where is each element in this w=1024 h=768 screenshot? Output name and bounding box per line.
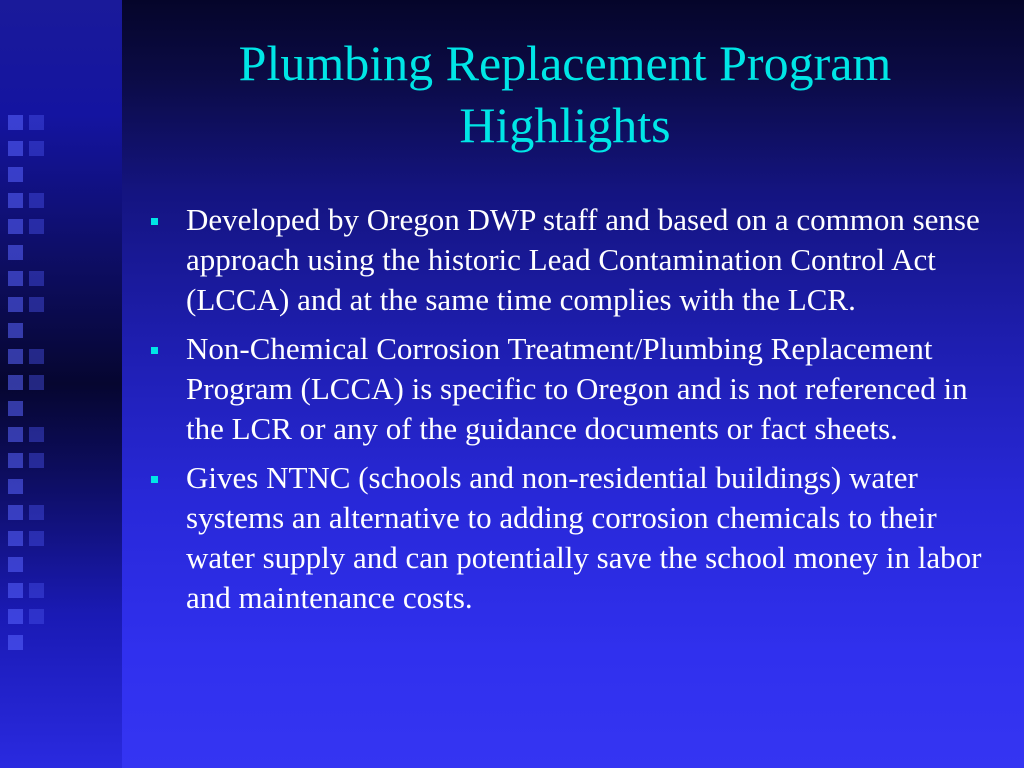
decorative-square (8, 193, 23, 208)
decorative-square (29, 427, 44, 442)
decorative-square (8, 245, 23, 260)
decorative-square (29, 297, 44, 312)
decorative-square (8, 453, 23, 468)
decorative-square-column (0, 115, 40, 675)
decorative-square (8, 167, 23, 182)
bullet-text: Developed by Oregon DWP staff and based on a common sense approach using the historic Lead Contamination Control Act (LCCA) and at the same time complies with the LCR. (186, 202, 980, 317)
bullet-item (148, 458, 1008, 618)
decorative-square (29, 505, 44, 520)
decorative-square (29, 271, 44, 286)
decorative-square (8, 479, 23, 494)
decorative-square (8, 141, 23, 156)
decorative-square (8, 323, 23, 338)
decorative-square (8, 271, 23, 286)
decorative-square (8, 375, 23, 390)
decorative-square (29, 349, 44, 364)
decorative-square (8, 297, 23, 312)
slide-title-line-1: Plumbing Replacement Program (238, 35, 892, 91)
decorative-square (29, 609, 44, 624)
decorative-square (29, 531, 44, 546)
decorative-square (8, 505, 23, 520)
decorative-square (29, 141, 44, 156)
decorative-square (8, 115, 23, 130)
bullet-text: Gives NTNC (schools and non-residential buildings) water systems an alternative to adding corrosion chemicals to their water supply and can potentially save the school money in labor and maintenance costs. (186, 460, 982, 615)
decorative-square (29, 193, 44, 208)
decorative-square (8, 427, 23, 442)
square-bullet-icon (151, 347, 158, 354)
slide-title-line-2: Highlights (459, 97, 671, 153)
decorative-square (8, 609, 23, 624)
square-bullet-icon (151, 476, 158, 483)
bullet-list (148, 200, 1008, 627)
bullet-item (148, 329, 1008, 449)
decorative-square (29, 375, 44, 390)
decorative-square (29, 583, 44, 598)
decorative-square (8, 349, 23, 364)
decorative-square (8, 635, 23, 650)
decorative-square (8, 583, 23, 598)
decorative-square (8, 557, 23, 572)
bullet-text: Non-Chemical Corrosion Treatment/Plumbing Replacement Program (LCCA) is specific to Oregon and is not referenced in the LCR or any of the guidance documents or fact sheets. (186, 331, 968, 446)
decorative-square (29, 453, 44, 468)
decorative-square (8, 531, 23, 546)
decorative-square (8, 401, 23, 416)
decorative-square (8, 219, 23, 234)
decorative-square (29, 219, 44, 234)
bullet-item (148, 200, 1008, 320)
slide-title (140, 32, 990, 156)
decorative-square (29, 115, 44, 130)
square-bullet-icon (151, 218, 158, 225)
